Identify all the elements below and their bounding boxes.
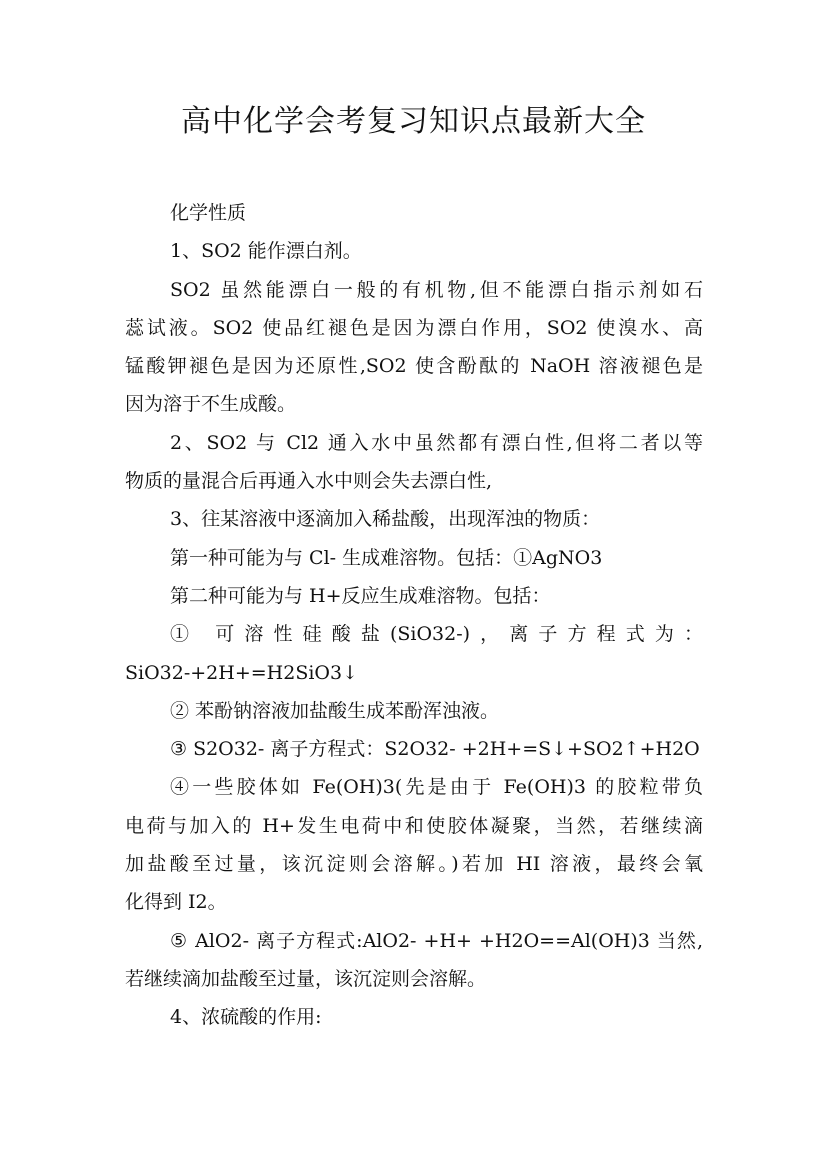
item-3: 3、往某溶液中逐滴加入稀盐酸，出现浑浊的物质：: [170, 508, 601, 531]
document-body: [125, 194, 703, 1037]
paragraph-line: 化得到 I2。: [125, 891, 227, 914]
paragraph-line: 加盐酸至过量，该沉淀则会溶解。)若加 HI 溶液，最终会氧: [125, 853, 703, 876]
paragraph-line: 若继续滴加盐酸至过量，该沉淀则会溶解。: [125, 967, 487, 990]
list-item-colloid: ④一些胶体如 Fe(OH)3(先是由于 Fe(OH)3 的胶粒带负: [170, 776, 703, 799]
list-item-thiosulfate: ③ S2O32- 离子方程式：S2O32- +2H+=S↓+SO2↑+H2O: [170, 738, 700, 761]
paragraph-line: 因为溶于不生成酸。: [125, 393, 297, 416]
section-heading-chemical-properties: 化学性质: [170, 202, 247, 224]
item-2: 2、SO2 与 Cl2 通入水中虽然都有漂白性,但将二者以等: [170, 431, 703, 454]
list-item-silicate: ① 可溶性硅酸盐(SiO32-)，离子方程式为：: [170, 623, 703, 646]
paragraph-line: 蕊试液。SO2 使品红褪色是因为漂白作用，SO2 使溴水、高: [125, 316, 703, 339]
paragraph-line: 第一种可能为与 Cl- 生成难溶物。包括：①AgNO3: [170, 546, 603, 569]
paragraph-line: 锰酸钾褪色是因为还原性,SO2 使含酚酞的 NaOH 溶液褪色是: [125, 355, 703, 378]
item-1: 1、SO2 能作漂白剂。: [170, 240, 362, 263]
list-item-phenoxide: ② 苯酚钠溶液加盐酸生成苯酚浑浊液。: [170, 699, 500, 722]
paragraph-line: SO2 虽然能漂白一般的有机物,但不能漂白指示剂如石: [170, 278, 703, 301]
paragraph-line: 物质的量混合后再通入水中则会失去漂白性,: [125, 470, 493, 493]
equation-line: SiO32-+2H+=H2SiO3↓: [125, 661, 359, 684]
document-title: 高中化学会考复习知识点最新大全: [181, 104, 646, 139]
list-item-aluminate: ⑤ AlO2- 离子方程式:AlO2- +H+ +H2O==Al(OH)3 当然,: [170, 929, 703, 952]
paragraph-line: 电荷与加入的 H+发生电荷中和使胶体凝聚，当然，若继续滴: [125, 814, 703, 837]
paragraph-line: 第二种可能为与 H+反应生成难溶物。包括：: [170, 584, 551, 607]
item-4: 4、浓硫酸的作用:: [170, 1006, 322, 1029]
